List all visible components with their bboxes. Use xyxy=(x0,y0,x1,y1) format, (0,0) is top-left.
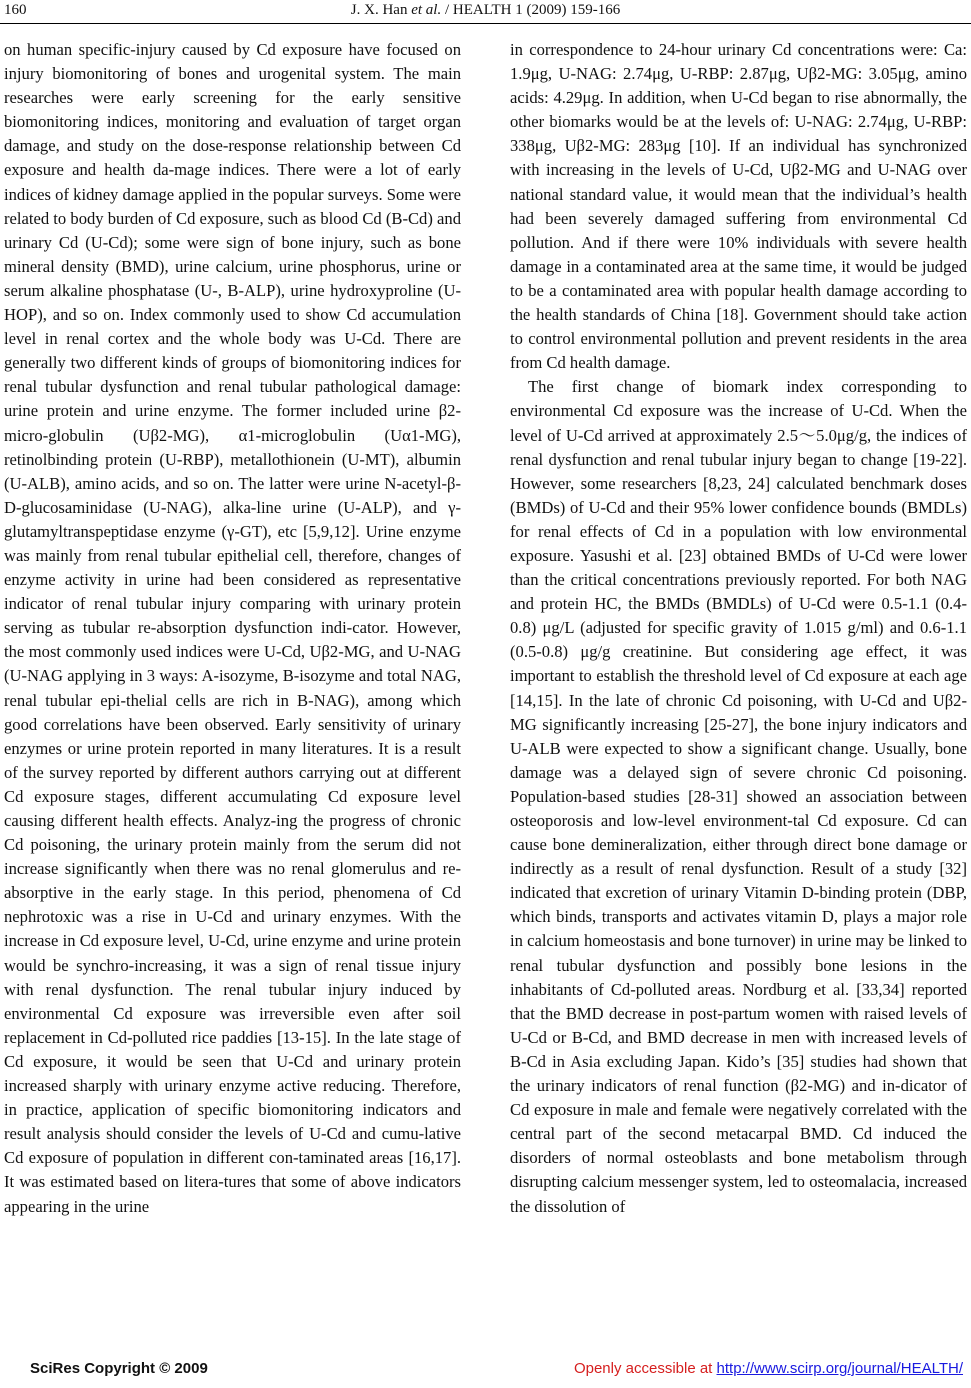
page-number: 160 xyxy=(4,2,27,18)
open-access-notice xyxy=(574,1360,963,1377)
left-column xyxy=(4,38,461,1219)
running-authors: J. X. Han xyxy=(350,2,412,18)
page-footer xyxy=(0,1360,971,1384)
right-column xyxy=(510,38,967,1219)
header-rule xyxy=(0,23,971,24)
access-text: Openly accessible at xyxy=(573,1360,717,1377)
running-title xyxy=(0,2,971,19)
right-paragraph-2: The first change of biomark index corresponding to environmental Cd exposure was the increase of U-Cd. When the level of U-Cd arrived at approximately 2.5～5.0μg/g, the indices of renal dysfunction and renal tubular injury began to change [19-22]. However, some researchers [8,23, 24] calculated benchmark doses (BMDs) of U-Cd and their 95% lower confidence bounds (BMDLs) for renal effects of Cd in a population with low environmental exposure. Yasushi et al. [23] obtained BMDs of U-Cd were lower than the critical concentrations previously reported. For both NAG and protein HC, the BMDs (BMDLs) of U-Cd were 0.5-1.1 (0.4-0.8) μg/L (adjusted for specific gravity of 1.015 g/ml) and 0.6-1.1 (0.5-0.8) μg/g creatinine. But considering age effect, it was important to establish the threshold level of Cd exposure at each age [14,15]. In the late of chronic Cd poisoning, with U-Cd and Uβ2-MG significantly increasing [25-27], the bone injury indicators and U-ALB were expected to show a significant change. Usually, bone damage was a delayed sign of severe chronic Cd poisoning. Population-based studies [28-31] showed an association between osteoporosis and low-level environment-tal Cd exposure. Cd can cause bone demineralization, either through direct bone damage or indirectly as a result of renal dysfunction. Result of a study [32] indicated that excretion of urinary Vitamin D-binding protein (DBP, which binds, transports and activates vitamin D, plays a major role in calcium homeostasis and bone turnover) in urine may be linked to renal tubular dysfunction and possibly bone lesions in the inhabitants of Cd-polluted areas. Nordburg et al. [33,34] reported that the BMD decrease in post-partum women with raised levels of U-Cd or B-Cd, and BMD decrease in men with increased levels of B-Cd in Asia excluding Japan. Kido’s [35] studies had shown that the urinary indicators of renal function (β2-MG) and in-dicator of Cd exposure in male and female were negatively correlated with the central part of the second metacarpal BMD. Cd induced the disorders of normal osteoblasts and bone metabolism through disrupting calcium messenger system, led to osteomalacia, increased the dissolution of xyxy=(510,377,967,1216)
left-paragraph-1: on human specific-injury caused by Cd exposure have focused on injury biomonitoring of bones and urogenital system. The main researches were early screening for the early sensitive biomonitoring indices, monitoring and evaluation of target organ damage, and study on the dose-response relationship between Cd exposure and health da-mage indices. There were a lot of early indices of kidney damage applied in the popular surveys. Some were related to body burden of Cd exposure, such as blood Cd (B-Cd) and urinary Cd (U-Cd); some were sign of bone injury, such as bone mineral density (BMD), urine calcium, urine phosphorus, urine or serum alkaline phosphatase (U-, B-ALP), urine hydroxyproline (U-HOP), and so on. Index commonly used to show Cd accumulation level in renal cortex and the whole body was U-Cd. There are generally two different kinds of groups of biomonitoring indices for renal tubular dysfunction and renal tubular pathological damage: urine protein and urine enzyme. The former included urine β2-micro-globulin (Uβ2-MG), α1-microglobulin (Uα1-MG), retinolbinding protein (U-RBP), metallothionein (U-MT), albumin (U-ALB), amino acids, and so on. The latter were urine N-acetyl-β-D-glucosaminidase (U-NAG), alka-line urine (U-ALP), and γ-glutamyltranspeptidase enzyme (γ-GT), etc [5,9,12]. Urine enzyme was mainly from renal tubular epithelial cell, therefore, changes of enzyme activity in urine had been considered as representative indicator of renal tubular injury comparing with urinary protein serving as tubular re-absorption dysfunction indi-cator. However, the most commonly used indices were U-Cd, Uβ2-MG, and U-NAG (U-NAG applying in 3 ways: A-isozyme, B-isozyme and total NAG, renal tubular epi-thelial cells are rich in B-NAG), among which good correlations have been observed. Early sensitivity of urinary enzymes or urine protein reported in many literatures. It is a result of the survey reported by different authors carrying out at different Cd exposure stages, different accumulating Cd exposure level causing different health effects. Analyz-ing the progress of chronic Cd poisoning, the urinary protein mainly from the serum did not increase significantly when there was no renal glomerulus and re-absorptive in the early stage. In this period, phenomena of Cd nephrotoxic was a rise in U-Cd and urinary enzymes. With the increase in Cd exposure level, U-Cd, urine enzyme and urine protein would be synchro-increasing, it was a sign of renal tissue injury with renal dysfunction. The renal tubular injury induced by environmental Cd exposure was irreversible even after soil replacement in Cd-polluted rice paddies [13-15]. In the late stage of Cd exposure, it would be seen that U-Cd and urinary protein increased sharply with urinary enzyme active reducing. Therefore, in practice, application of specific biomonitoring indicators and result analysis should consider the levels of U-Cd and cumu-lative Cd exposure of population in different con-taminated areas [16,17]. It was estimated based on litera-tures that some of above indicators appearing in the urine xyxy=(4,40,461,1216)
running-journal-ref: / HEALTH 1 (2009) 159-166 xyxy=(441,2,621,18)
running-et-al: et al. xyxy=(411,2,442,18)
page-header xyxy=(0,0,971,26)
right-paragraph-1: in correspondence to 24-hour urinary Cd concentrations were: Ca: 1.9μg, U-NAG: 2.74μg, U-RBP: 2.87μg, Uβ2-MG: 3.05μg, amino acids: 4.29μg. In addition, when U-Cd began to rise abnormally, the other biomarks would be at the levels of: U-NAG: 2.74μg, U-RBP: 338μg, Uβ2-MG: 283μg [10]. If an individual has synchronized with increasing in the levels of U-Cd, Uβ2-MG and U-NAG over national standard value, it would mean that the individual’s health had been severely damaged suffering from environmental Cd pollution. And if there were 10% individuals with severe health damage in a contaminated area at the same time, it would be judged to be a contaminated area with popular health damage according to the health standards of China [18]. Government should take action to control environmental pollution and prevent residents in the area from Cd health damage. xyxy=(510,40,967,373)
copyright-notice: SciRes Copyright © 2009 xyxy=(30,1360,208,1377)
journal-link[interactable]: http://www.scirp.org/journal/HEALTH/ xyxy=(716,1360,963,1377)
